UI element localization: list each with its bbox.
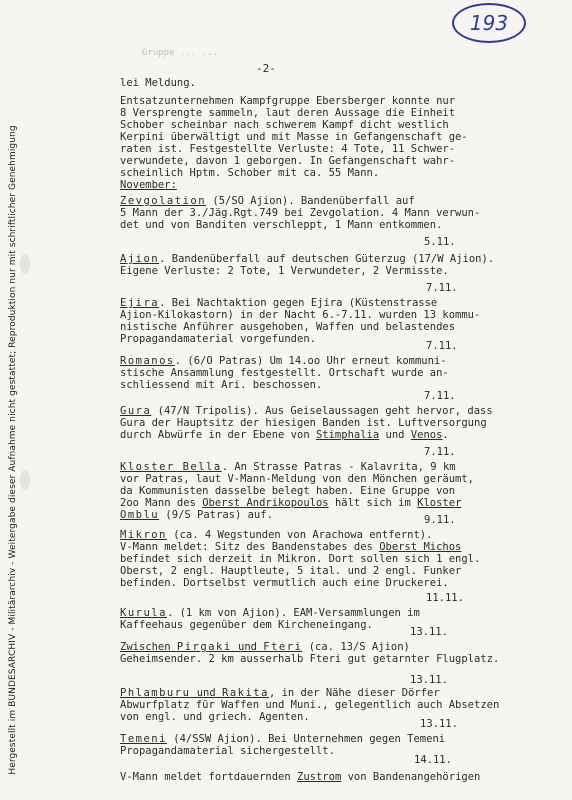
intro-line: verwundete, davon 1 geborgen. In Gefangenschaft wahr- [120,155,456,167]
entry-line: vor Patras, laut V-Mann-Meldung von den Mönchen geräumt, [120,473,475,485]
archive-stamp-text: Hergestellt im BUNDESARCHIV - Militärarchiv - Weitergabe dieser Aufnahme nicht gestattet; Reproduktion nur mit schriftlicher Genehmigung [8,125,18,775]
entry-line: Geheimsender. 2 km ausserhalb Fteri gut getarnter Flugplatz. [120,653,500,665]
entry-date: 7.11. [426,282,458,294]
entry-line: von engl. und griech. Agenten. [120,711,310,723]
entry-line: det und von Banditen verschleppt, 1 Mann entkommen. [120,219,443,231]
intro-line: Schober scheinbar nach schwerem Kampf dicht westlich [120,119,449,131]
entry-line: V-Mann meldet: Sitz des Bandenstabes des Oberst Michos [120,541,462,553]
entry-line: Kurula. (1 km von Ajion). EAM-Versammlungen im [120,607,420,619]
place-name: Rakita [222,687,269,699]
entry-line: stische Ansammlung festgestellt. Ortschaft wurde an- [120,367,449,379]
entry-line: da Kommunisten dasselbe belegt haben. Eine Gruppe von [120,485,456,497]
entry-line: Omblu (9/S Patras) auf. [120,509,273,521]
entry-line: Eigene Verluste: 2 Tote, 1 Verwundeter, 2 Vermisste. [120,265,449,277]
place-name: Zevgolation [120,195,207,207]
entry-line: Romanos. (6/O Patras) Um 14.oo Uhr erneut kommuni- [120,355,447,367]
entry-line: 2oo Mann des Oberst Andrikopoulos hält sich im Kloster [120,497,462,509]
entry-line: V-Mann meldet fortdauernden Zustrom von Bandenangehörigen [120,771,481,783]
intro-line: 8 Versprengte sammeln, laut deren Aussage die Einheit [120,107,456,119]
place-name: Gura [120,405,152,417]
place-name: Kloster Bella [120,461,222,473]
folio-number: 193 [469,11,509,35]
archive-stamp [2,125,24,775]
place-name: Romanos [120,355,175,367]
entry-line: Oberst, 2 engl. Hauptleute, 5 ital. und 2 engl. Funker [120,565,462,577]
place-name: Fteri [263,641,303,653]
entry-line: Propagandamaterial vorgefunden. [120,333,316,345]
entry-line: Kaffeehaus gegenüber dem Kircheneingang. [120,619,373,631]
entry-line: Abwurfplatz für Waffen und Muni., gelegentlich auch Absetzen [120,699,500,711]
entry-date: 14.11. [414,754,452,766]
place-name: Kloster [417,497,462,509]
intro-line: Entsatzunternehmen Kampfgruppe Ebersberger konnte nur [120,95,456,107]
punch-hole [20,470,30,490]
entry-line: Phlamburu und Rakita, in der Nähe dieser Dörfer [120,687,440,699]
place-name: Temeni [120,733,167,745]
place-name: Venos [410,429,443,441]
entry-line: Zwischen Pirgaki und Fteri (ca. 13/S Ajion) [120,641,410,653]
faded-stamp: Gruppe ... ... [142,48,218,58]
place-name: Ajion [120,253,160,265]
section-heading: November: [120,179,177,191]
entry-line: nistische Anführer ausgehoben, Waffen und belastendes [120,321,456,333]
place-name: Ejira [120,297,160,309]
entry-line: 5 Mann der 3./Jäg.Rgt.749 bei Zevgolation. 4 Mann verwun- [120,207,481,219]
punch-hole [20,254,30,274]
place-name: Phlamburu [120,687,191,699]
intro-line: Kerpini überwältigt und mit Masse in Gefangenschaft ge- [120,131,468,143]
entry-line: Temeni (4/SSW Ajion). Bei Unternehmen gegen Temeni [120,733,446,745]
intro-line: lei Meldung. [120,77,196,89]
person-name: Oberst Michos [379,541,462,553]
place-name: Pirgaki [176,641,232,653]
entry-date: 7.11. [424,446,456,458]
entry-line: befindet sich derzeit in Mikron. Dort sollen sich 1 engl. [120,553,481,565]
entry-line: befinden. Dortselbst vermutlich auch eine Druckerei. [120,577,449,589]
entry-date: 11.11. [426,592,464,604]
entry-line: Propagandamaterial sichergestellt. [120,745,335,757]
entry-line: Gura (47/N Tripolis). Aus Geiselaussagen geht hervor, dass [120,405,493,417]
entry-line: Ejira. Bei Nachtaktion gegen Ejira (Küstenstrasse [120,297,438,309]
entry-date: 13.11. [420,718,458,730]
folio-number-stamp [452,3,526,43]
entry-line: durch Abwürfe in der Ebene von Stimphalia und Venos. [120,429,449,441]
entry-line: Zevgolation (5/SO Ajion). Bandenüberfall auf [120,195,415,207]
place-name: Kurula [120,607,167,619]
entry-line: Kloster Bella. An Strasse Patras - Kalavrita, 9 km [120,461,456,473]
entry-line: Gura der Hauptsitz der hiesigen Banden ist. Luftversorgung [120,417,487,429]
page-number: -2- [256,62,276,75]
entry-date: 9.11. [424,514,456,526]
place-name: Stimphalia [315,429,380,441]
entry-date: 13.11. [410,626,448,638]
entry-line: Ajion. Bandenüberfall auf deutschen Güterzug (17/W Ajion). [120,253,495,265]
person-name: Oberst Andrikopoulos [202,497,329,509]
entry-line: Mikron (ca. 4 Wegstunden von Arachowa entfernt). [120,529,433,541]
entry-date: 5.11. [424,236,456,248]
intro-line: raten ist. Festgestellte Verluste: 4 Tote, 11 Schwer- [120,143,456,155]
entry-line: schliessend mit Ari. beschossen. [120,379,323,391]
entry-line: Ajion-Kilokastorn) in der Nacht 6.-7.11. wurden 13 kommu- [120,309,481,321]
intro-line: scheinlich Hptm. Schober mit ca. 55 Mann. [120,167,380,179]
entry-date: 13.11. [410,674,448,686]
entry-date: 7.11. [426,340,458,352]
entry-date: 7.11. [424,390,456,402]
place-name: Mikron [120,529,167,541]
place-name: Omblu [120,509,160,521]
